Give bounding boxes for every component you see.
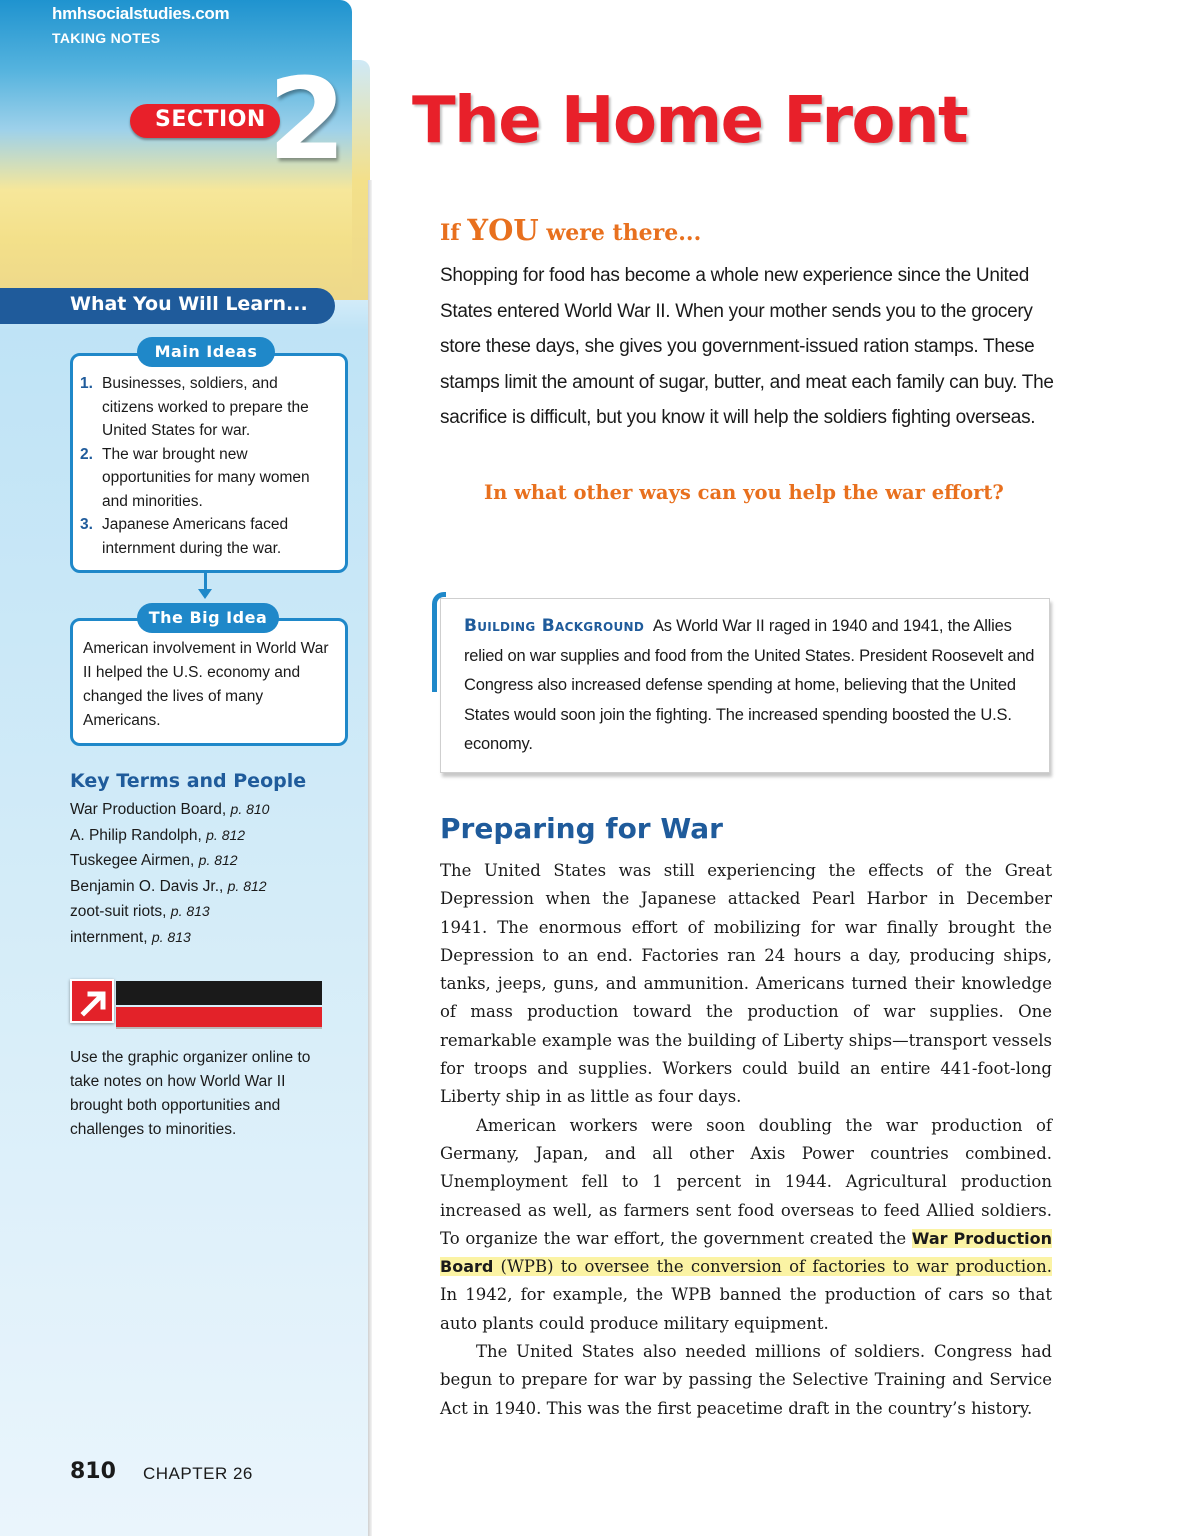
external-link-arrow-icon [70,979,114,1023]
taking-notes-text: Use the graphic organizer online to take notes on how World War II brought both opportunities and challenges to minorities. [70,1049,311,1138]
main-idea-number: 1. [80,375,93,392]
definition-highlight: (WPB) to oversee the conversion of factories to war production. [493,1257,1052,1277]
taking-notes-link[interactable] [70,979,322,1034]
big-idea-text: American involvement in World War II helped the U.S. economy and changed the lives of many Americans. [83,640,329,729]
building-background-label: Building Background [464,616,645,636]
main-idea-item [80,372,330,443]
key-term-page: p. 810 [230,801,270,817]
building-background-accent [432,592,446,692]
main-idea-item [80,443,330,514]
main-idea-text: Businesses, soldiers, and citizens worked to prepare the United States for war. [102,375,309,439]
key-term-item [70,874,269,900]
main-idea-item [80,513,330,560]
section-number: 2 [268,55,346,185]
if-you-emphasis: YOU [467,213,539,247]
key-term: Benjamin O. Davis Jr., [70,877,228,895]
scenario-text: Shopping for food has become a whole new experience since the United States entered World War II. When your mother sends you to the grocery store these days, she gives you government-issued ration stamps. These stamps limit the amount of sugar, butter, and meat each family can buy. The sacrifice is difficult, but you know it will help the soldiers fighting overseas. [440,265,1054,429]
key-term-page: p. 812 [227,877,267,894]
taking-notes-label: TAKING NOTES [52,30,161,46]
key-term-item [70,925,269,951]
key-terms-heading: Key Terms and People [70,770,307,792]
main-ideas-label: Main Ideas [137,337,275,367]
key-term-item [70,823,269,849]
key-term: internment, [70,928,152,946]
key-term: zoot-suit riots, [70,903,171,920]
page-title: The Home Front [412,84,968,158]
key-term-page: p. 812 [198,852,238,868]
if-you-were-there-heading [440,213,701,247]
key-term-page: p. 812 [206,826,246,843]
body-paragraph: The United States also needed millions of soldiers. Congress had begun to prepare for war by passing the Selective Training and Service Act in 1940. This was the first peacetime draft in the country’s history. [440,1342,1052,1418]
chapter-label: CHAPTER 26 [143,1464,253,1483]
key-term: A. Philip Randolph, [70,826,207,844]
key-term-item [70,848,269,874]
notes-url[interactable]: hmhsocialstudies.com [52,4,230,23]
key-terms-list [70,797,269,950]
building-background-text [464,612,1044,760]
key-term-item [70,899,269,925]
building-background-body: As World War II raged in 1940 and 1941, the Allies relied on war supplies and food from the United States. President Roosevelt and Congress also increased defense spending at home, believing that the United States would soon join the fighting. The increased spending boosted the U.S. economy. [464,617,1035,753]
paragraph-text: American workers were soon doubling the war production of Germany, Japan, and all other Axis Power countries combined. Unemployment fell to 1 percent in 1944. Agricultural production increased as well, as farmers sent food overseas to feed Allied soldiers. To organize the war effort, the government created the [440,1115,1052,1248]
key-term-page: p. 813 [170,903,210,919]
preparing-for-war-heading: Preparing for War [440,812,723,845]
key-term: War Production Board, [70,801,231,818]
what-you-will-learn-label: What You Will Learn... [70,293,308,315]
main-idea-text: The war brought new opportunities for many women and minorities. [102,445,310,510]
key-term: Tuskegee Airmen, [70,852,199,869]
key-term-item [70,797,269,823]
sidebar-edge [368,180,372,1536]
big-idea-label: The Big Idea [137,603,279,633]
scenario-question: In what other ways can you help the war effort? [484,481,1004,504]
section-label: SECTION [155,107,266,132]
notes-label-bar [116,1007,322,1029]
notes-url-bar [116,981,322,1005]
main-ideas-list [80,372,330,560]
arrow-down-icon [198,589,212,599]
page-number: 810 [70,1459,116,1484]
main-idea-number: 3. [80,516,93,533]
body-text [440,857,1052,1423]
body-paragraph [440,1112,1052,1338]
paragraph-text: In 1942, for example, the WPB banned the production of cars so that auto plants could produce military equipment. [440,1285,1052,1333]
if-you-suffix: were there... [538,220,702,246]
if-you-prefix: If [440,220,468,246]
key-term-page: p. 813 [151,928,191,945]
main-idea-number: 2. [80,445,93,463]
key-term-highlight[interactable]: War Production Board [440,1228,1052,1277]
body-paragraph: The United States was still experiencing the effects of the Great Depression when the Japanese attacked Pearl Harbor in December 1941. The enormous effort of mobilizing for war finally brought the Depression to an end. Factories ran 24 hours a day, producing ships, tanks, jeeps, guns, and ammunition. Americans turned their knowledge of mass production toward the production of war supplies. One remarkable example was the building of Liberty ships—transport vessels for troops and supplies. Workers could build an entire 441-foot-long Liberty ship in as little as four days. [440,861,1052,1107]
main-idea-text: Japanese Americans faced internment during the war. [102,516,289,557]
